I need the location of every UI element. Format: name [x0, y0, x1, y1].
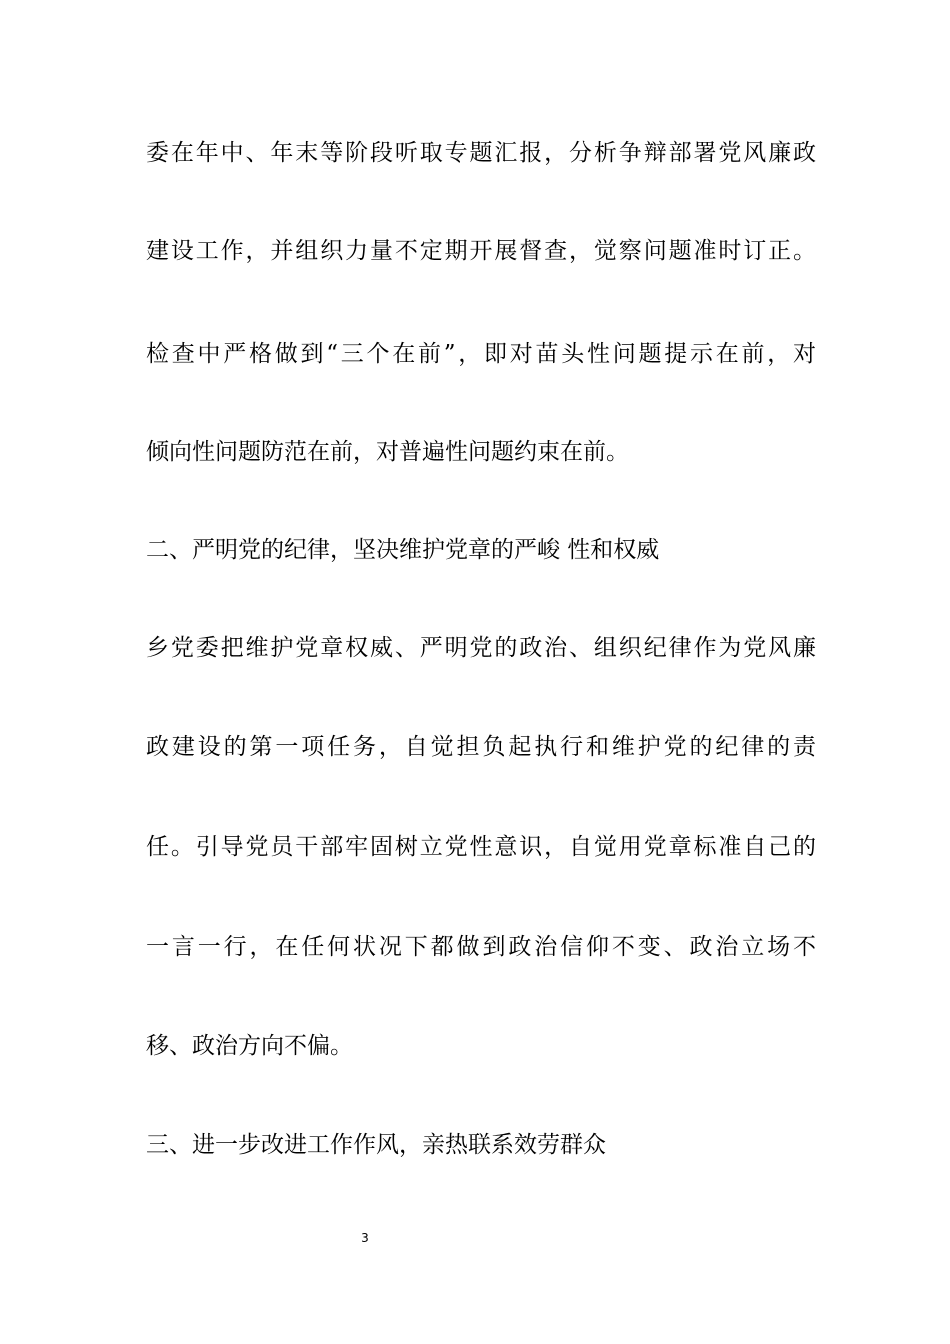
- paragraph-line: 委在年中、年末等阶段听取专题汇报，分析争辩部署党风廉政: [146, 140, 816, 166]
- section-heading: 三、进一步改进工作作风，亲热联系效劳群众: [146, 1132, 606, 1158]
- page-number: 3: [361, 1231, 369, 1245]
- paragraph-line: 政建设的第一项任务，自觉担负起执行和维护党的纪律的责: [146, 734, 816, 760]
- paragraph-line: 一言一行，在任何状况下都做到政治信仰不变、政治立场不: [146, 934, 816, 960]
- paragraph-line: 建设工作，并组织力量不定期开展督查，觉察问题准时订正。: [146, 238, 816, 264]
- paragraph-line: 检查中严格做到“三个在前”，即对苗头性问题提示在前，对: [146, 341, 816, 367]
- paragraph-line: 移、政治方向不偏。: [146, 1033, 353, 1059]
- paragraph-line: 倾向性问题防范在前，对普遍性问题约束在前。: [146, 439, 629, 465]
- paragraph-line: 乡党委把维护党章权威、严明党的政治、组织纪律作为党风廉: [146, 635, 816, 661]
- paragraph-line: 任。引导党员干部牢固树立党性意识，自觉用党章标准自己的: [146, 834, 816, 860]
- section-heading: 二、严明党的纪律，坚决维护党章的严峻 性和权威: [146, 537, 660, 563]
